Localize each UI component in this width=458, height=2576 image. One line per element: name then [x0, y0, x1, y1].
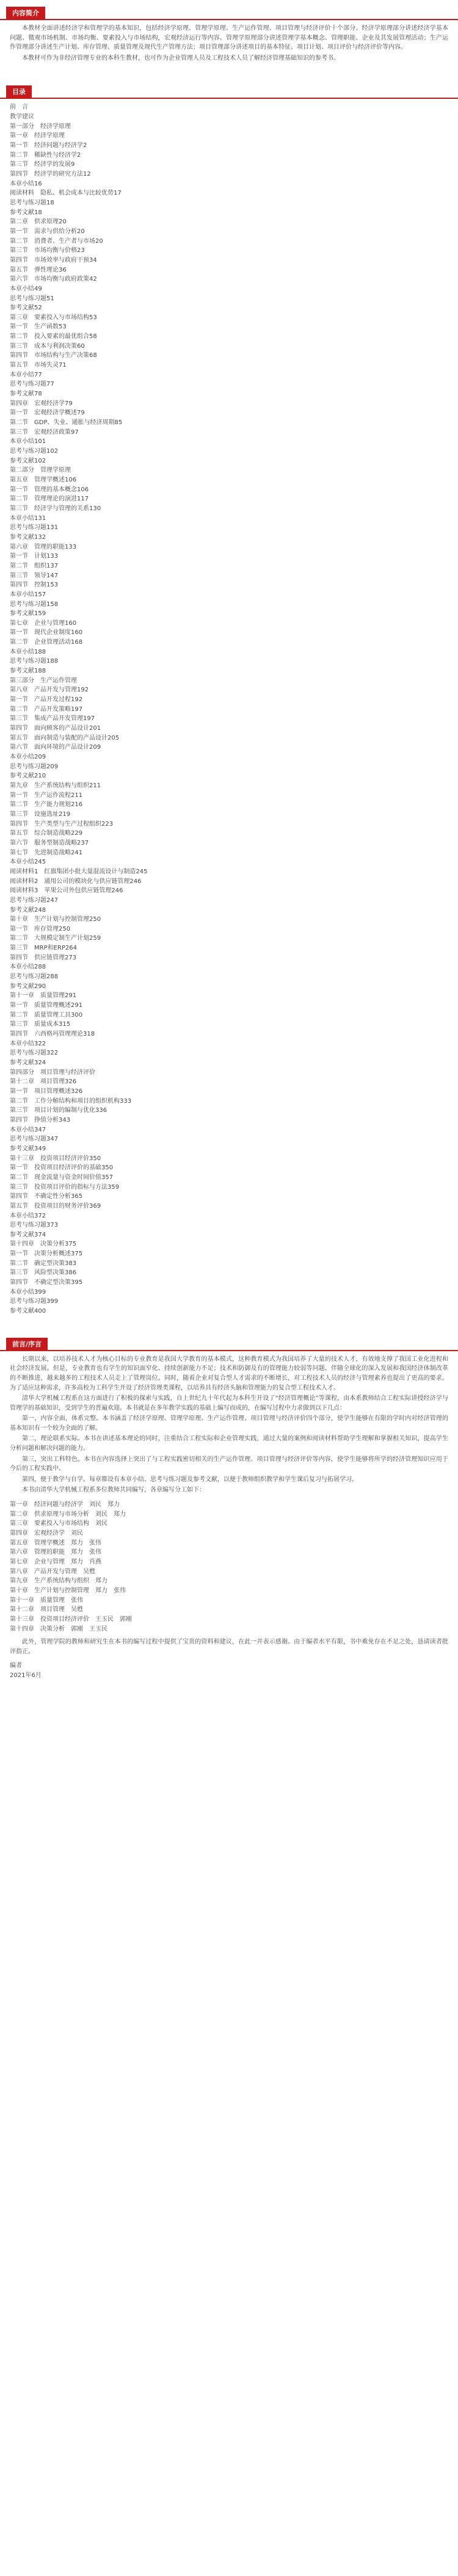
toc-entry: 参考文献18	[10, 209, 42, 216]
toc-entry: 教学建议	[10, 114, 34, 121]
toc-title: 目录	[6, 85, 32, 99]
toc-entry: 第三节 项目计划的编制与优化336	[10, 1107, 107, 1114]
author-line: 第三章 要素投入与市场结构 刘民	[10, 1520, 107, 1528]
toc-entry: 第一节 质量管理概述291	[10, 1002, 83, 1009]
toc-entry: 第三节 经济学的发展9	[10, 161, 75, 168]
toc-entry: 第一节 管理的基本概念106	[10, 486, 89, 493]
toc-entry: 第一节 宏观经济学概述79	[10, 409, 85, 417]
toc-entry: 思考与练习题347	[10, 1136, 59, 1143]
toc-entry: 第四节 不确定型决策395	[10, 1279, 83, 1286]
toc-entry: 第三部分 生产运作管理	[10, 677, 77, 684]
preface-date: 2021年6月	[10, 1672, 42, 1679]
toc-entry: 第六节 服务型制造战略237	[10, 839, 89, 846]
toc-entry: 前 言	[10, 104, 28, 111]
toc-entry: 第三节 质量成本315	[10, 1021, 71, 1028]
toc-entry: 第二节 现金流量与资金时间价值357	[10, 1174, 114, 1181]
toc-entry: 阅读材料2 通用公司的模块化与供应链管理246	[10, 878, 142, 885]
toc-entry: 第四章 宏观经济学79	[10, 400, 73, 407]
toc-entry: 阅读材料 隐私、机会成本与比较优势17	[10, 190, 122, 197]
toc-entry: 参考文献349	[10, 1145, 46, 1152]
toc-entry: 第一节 需求与供给分析20	[10, 228, 85, 235]
preface-header	[0, 1335, 458, 1351]
author-line: 第九章 生产系统结构与组织 郑力	[10, 1578, 107, 1585]
toc-entry: 本章小结101	[10, 438, 46, 446]
intro-paragraph: 本教材可作为非经济管理专业的本科生教材，也可作为企业管理人员及工程技术人员了解经济管理基础知识的参考书。	[22, 54, 340, 62]
author-line: 第十四章 决策分析 郭刚 王玉民	[10, 1625, 107, 1633]
toc-entry: 第三节 领导147	[10, 572, 59, 579]
toc-entry: 本章小结157	[10, 591, 46, 598]
toc-entry: 第十一章 质量管理291	[10, 992, 77, 1000]
toc-entry: 第四节 经济学的研究方法12	[10, 170, 91, 178]
toc-entry: 第三节 MRP和ERP264	[10, 945, 77, 952]
toc-entry: 第三节 成本与利润决策60	[10, 342, 85, 350]
toc-entry: 思考与练习题399	[10, 1298, 59, 1305]
intro-paragraph: 本教材全面讲述经济学和管理学的基本知识，包括经济学原理、管理学原理、生产运作管理、项目管理与经济评价十个部分。经济学原理部分讲述经济学基本问题、微观市场机制、市场均衡、要素投入与市场结构，宏观经济运行等内容。管理学原理部分讲述管理学基本概念、管理职能、企业及其发展管理活动；生产运作管理部分讲述生产计划、库存管理、质量管理及现代生产管理方法；项目管理部分讲述项目的基本特征、项目计划、项目评价与经济评价等内容。	[10, 25, 448, 51]
toc-entry: 第十二章 项目管理326	[10, 1078, 77, 1086]
toc-entry: 参考文献132	[10, 533, 46, 541]
preface-sign: 编者	[10, 1662, 22, 1670]
preface-paragraph: 第三，突出工科特色。本书在内容选择上突出了与工程实践密切相关的生产运作管理、项目管理与经济评价等内容，使学生能够将所学的经济管理知识应用于今后的工程实践中。	[10, 1456, 448, 1473]
toc-entry: 第二节 GDP、失业、通胀与经济周期85	[10, 419, 123, 427]
author-line: 第十二章 项目管理 吴甦	[10, 1606, 83, 1614]
intro-title: 内容简介	[6, 7, 45, 20]
toc-entry: 第三章 要素投入与市场结构53	[10, 314, 97, 321]
toc-entry: 第十三章 投资项目经济评价350	[10, 1155, 101, 1162]
toc-entry: 本章小结16	[10, 180, 42, 187]
toc-entry: 第一节 库存管理250	[10, 925, 71, 933]
toc-entry: 参考文献374	[10, 1231, 46, 1238]
preface-closing: 此外，管理学院的教师和研究生在本书的编写过程中提供了宝贵的资料和建议，在此一并表示感谢。由于编者水平有限，书中难免存在不足之处，恳请读者批评指正。	[10, 1639, 448, 1655]
toc-entry: 思考与练习题18	[10, 199, 54, 206]
toc-entry: 第五节 弹性理论36	[10, 266, 67, 273]
toc-entry: 第十四章 决策分析375	[10, 1241, 77, 1248]
toc-entry: 第六节 面向环境的产品设计209	[10, 744, 101, 751]
toc-entry: 思考与练习题102	[10, 448, 59, 455]
toc-entry: 第一节 投资项目经济评价的基础350	[10, 1164, 114, 1172]
author-line: 第四章 宏观经济学 刘民	[10, 1530, 83, 1537]
toc-entry: 思考与练习题131	[10, 524, 59, 532]
author-line: 第六章 管理的职能 郑力 张伟	[10, 1549, 101, 1556]
toc-entry: 第四节 生产类型与生产过程组织223	[10, 820, 114, 828]
toc-entry: 第二章 供求原理20	[10, 218, 67, 226]
toc-section	[0, 82, 458, 1318]
toc-entry: 第三节 宏观经济政策97	[10, 428, 79, 436]
toc-entry: 第一节 生产运作流程211	[10, 792, 83, 799]
toc-entry: 第一节 生产函数53	[10, 323, 67, 331]
toc-entry: 第七章 企业与管理160	[10, 619, 77, 627]
toc-entry: 思考与练习题322	[10, 1050, 59, 1057]
toc-entry: 本章小结209	[10, 754, 46, 760]
author-line: 第十三章 投资项目经济评价 王玉民 郭刚	[10, 1615, 132, 1623]
toc-entry: 本章小结77	[10, 371, 42, 378]
toc-entry: 第十章 生产计划与控制管理250	[10, 916, 101, 923]
toc-entry: 第二节 产品开发策略197	[10, 705, 83, 713]
toc-entry: 思考与练习题247	[10, 897, 59, 904]
preface-paragraph: 第四，便于教学与自学。每章都设有本章小结、思考与练习题及参考文献，以便于教师组织教学和学生课后复习与拓展学习。	[22, 1476, 358, 1483]
toc-entry: 第五节 综合制造战略229	[10, 830, 83, 837]
preface-paragraph: 第二，理论联系实际。本书在讲述基本理论的同时，注重结合工程实际和企业管理实践，通过大量的案例和阅读材料帮助学生理解和掌握相关知识，提高学生分析问题和解决问题的能力。	[10, 1435, 448, 1452]
author-line: 第八章 产品开发与管理 吴甦	[10, 1568, 95, 1575]
toc-entry: 本章小结372	[10, 1212, 46, 1219]
toc-entry: 思考与练习题209	[10, 763, 59, 770]
toc-entry: 第七节 先进制造战略241	[10, 849, 83, 856]
toc-entry: 第二部分 管理学原理	[10, 467, 71, 474]
toc-entry: 本章小结322	[10, 1040, 46, 1047]
toc-entry: 本章小结245	[10, 859, 46, 866]
toc-entry: 参考文献290	[10, 983, 46, 990]
toc-entry: 第四节 挣值分析343	[10, 1116, 71, 1124]
author-line: 第二章 供求原理与市场分析 刘民 郑力	[10, 1510, 126, 1518]
toc-entry: 参考文献210	[10, 773, 46, 780]
toc-entry: 第一章 经济学原理	[10, 132, 65, 140]
preface-paragraph: 长期以来，以培养技术人才为核心目标的专业教育是我国大学教育的基本模式，这种教育模式为我国培养了大量的技术人才，有效地支撑了我国工业化进程和社会经济发展。但是，专业教育也有学生的知识面窄化、持续创新能力不足；技术和防御及有的管理能力较弱等问题。伴随全球化的深入发展和我国经济体制改革的不断推进，越来越多的工程技术人员走上了管理岗位。同时，随着企业对复合型人才需求的不断增长，对工程技术人员的经济与管理素养也提出了更高的要求。为了适应这种需求，许多高校为工科学生开设了经济管理类课程，以培养具有经济头脑和管理能力的复合型工程技术人才。	[10, 1355, 448, 1391]
toc-entry: 第四节 六西格玛管理理论318	[10, 1031, 95, 1038]
toc-entry: 本章小结399	[10, 1288, 46, 1296]
toc-entry: 第九章 生产系统结构与组织211	[10, 782, 101, 789]
toc-entry: 第一节 经济问题与经济学2	[10, 142, 87, 149]
toc-entry: 第一节 计划133	[10, 553, 59, 560]
toc-entry: 思考与练习题188	[10, 658, 59, 665]
toc-entry: 第二节 质量管理工具300	[10, 1011, 83, 1019]
toc-entry: 第六章 管理的职能133	[10, 543, 77, 550]
toc-entry: 第三节 投资项目评价的指标与方法359	[10, 1183, 120, 1191]
toc-entry: 参考文献324	[10, 1059, 46, 1066]
toc-entry: 第四节 市场效率与政府干预34	[10, 256, 97, 264]
toc-entry: 参考文献400	[10, 1308, 46, 1315]
toc-entry: 参考文献159	[10, 610, 46, 618]
toc-entry: 第三节 设施选址219	[10, 810, 71, 818]
toc-entry: 参考文献188	[10, 668, 46, 675]
author-line: 第十章 生产计划与控制管理 郑力 张伟	[10, 1587, 126, 1594]
toc-entry: 第三节 风险型决策386	[10, 1269, 77, 1277]
toc-entry: 参考文献248	[10, 906, 46, 914]
toc-entry: 第五节 投资项目的财务评价369	[10, 1202, 101, 1210]
toc-entry: 第四部分 项目管理与经济评价	[10, 1069, 95, 1076]
toc-entry: 第四节 面向顾客的产品设计201	[10, 725, 101, 732]
toc-entry: 第四节 供应链管理273	[10, 954, 77, 961]
toc-body	[0, 99, 458, 1318]
toc-entry: 本章小结288	[10, 964, 46, 971]
toc-entry: 参考文献78	[10, 391, 42, 398]
preface-paragraph: 清华大学机械工程系在这方面进行了积极的探索与实践，自上世纪九十年代起为本科生开设了“经济管理概论”等课程，由本系教师结合工程实际讲授经济学与管理学的基础知识，受到学生的普遍欢迎。本书就是在多年教学实践的基础上编写而成的，在编写过程中力求做到以下几点：	[10, 1395, 448, 1412]
toc-entry: 第四节 市场结构与生产决策68	[10, 352, 97, 359]
intro-body	[0, 20, 458, 67]
toc-entry: 第二节 投入要素的最优组合58	[10, 333, 97, 341]
preface-body	[0, 1351, 458, 1683]
preface-paragraph: 本书由清华大学机械工程系多位教师共同编写，各章编写分工如下：	[22, 1487, 205, 1494]
toc-entry: 思考与练习题373	[10, 1222, 59, 1229]
toc-entry: 第二节 稀缺性与经济学2	[10, 151, 81, 159]
toc-entry: 第八章 产品开发与管理192	[10, 687, 89, 694]
toc-entry: 第三节 集成产品开发管理197	[10, 715, 95, 723]
toc-entry: 第二节 确定型决策383	[10, 1260, 77, 1267]
toc-entry: 第二节 消费者、生产者与市场20	[10, 237, 103, 245]
toc-entry: 第五节 面向制造与装配的产品设计205	[10, 734, 120, 741]
toc-entry: 阅读材料3 苹果公司外包供应链管理246	[10, 887, 123, 895]
toc-entry: 阅读材料1 红旗集团小批大量混流设计与制造245	[10, 868, 148, 875]
toc-entry: 第二节 企业管理活动168	[10, 639, 83, 646]
toc-header	[0, 82, 458, 99]
toc-entry: 本章小结131	[10, 514, 46, 522]
intro-header	[0, 4, 458, 20]
toc-entry: 第一部分 经济学原理	[10, 123, 71, 130]
toc-entry: 第五节 市场失灵71	[10, 362, 67, 369]
intro-section	[0, 4, 458, 67]
toc-entry: 第三节 市场均衡与价格23	[10, 247, 85, 254]
toc-entry: 第二节 生产能力规划216	[10, 801, 83, 809]
preface-section	[0, 1335, 458, 1683]
author-line: 第七章 企业与管理 郑力 肖燕	[10, 1558, 101, 1565]
toc-entry: 第四节 不确定性分析365	[10, 1193, 83, 1200]
author-line: 第一章 经济问题与经济学 刘民 郑力	[10, 1501, 120, 1509]
toc-entry: 思考与练习题77	[10, 381, 54, 388]
toc-entry: 第二节 管理理论的演进117	[10, 496, 89, 503]
toc-entry: 第一节 决策分析概述375	[10, 1250, 83, 1258]
toc-entry: 第一节 产品开发过程192	[10, 696, 83, 704]
preface-paragraph: 第一，内容全面，体系完整。本书涵盖了经济学原理、管理学原理、生产运作管理、项目管理与经济评价四个部分，使学生能够在有限的学时内对经济管理的基本知识有一个较为全面的了解。	[10, 1415, 448, 1432]
toc-entry: 思考与练习题158	[10, 601, 59, 608]
toc-entry: 本章小结188	[10, 648, 46, 655]
toc-entry: 第二节 大规模定制生产计划259	[10, 935, 101, 942]
toc-entry: 第六节 市场均衡与政府政策42	[10, 276, 97, 283]
toc-entry: 思考与练习题288	[10, 973, 59, 981]
preface-title: 前言/序言	[6, 1338, 48, 1351]
toc-entry: 本章小结49	[10, 285, 42, 292]
toc-entry: 第一节 现代企业制度160	[10, 629, 83, 637]
toc-entry: 第三节 经济学与管理的关系130	[10, 505, 101, 512]
toc-entry: 第二节 组织137	[10, 562, 59, 569]
toc-entry: 第四节 控制153	[10, 582, 59, 589]
author-line: 第十一章 质量管理 张伟	[10, 1596, 83, 1604]
toc-entry: 本章小结347	[10, 1126, 46, 1133]
toc-entry: 第五章 管理学概述106	[10, 476, 77, 483]
toc-entry: 参考文献52	[10, 305, 42, 312]
toc-entry: 第一节 项目管理概述326	[10, 1088, 83, 1095]
author-line: 第五章 管理学概述 郑力 张伟	[10, 1539, 101, 1546]
toc-entry: 思考与练习题51	[10, 295, 54, 302]
toc-entry: 第二节 工作分解结构和项目的组织机构333	[10, 1097, 132, 1105]
toc-entry: 参考文献102	[10, 457, 46, 464]
